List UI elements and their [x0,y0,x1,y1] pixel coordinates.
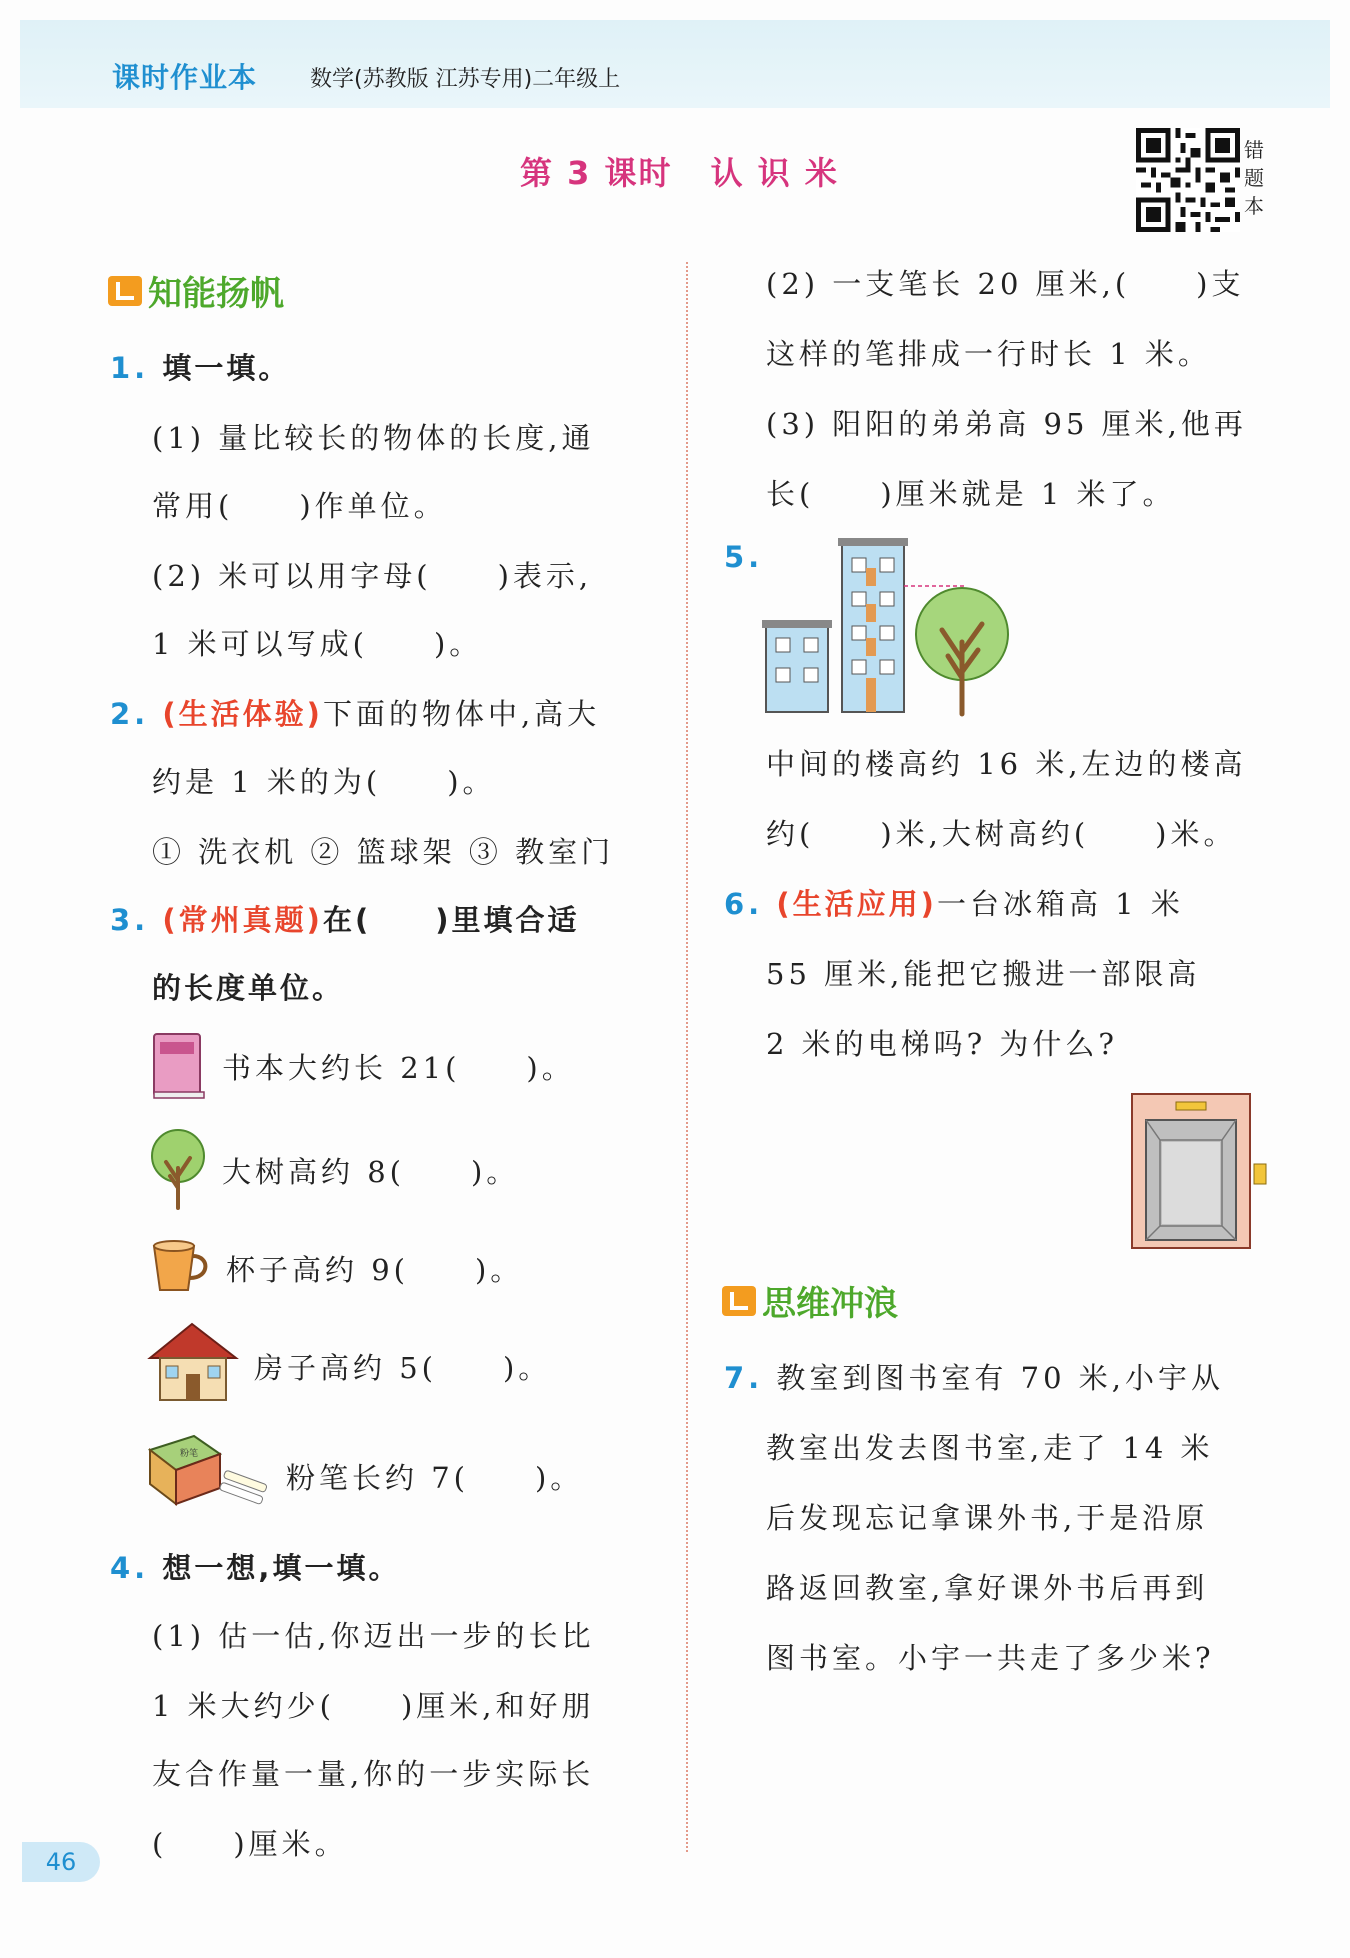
q4-p2-line1: (2) 一支笔长 20 厘米,( )支 [766,267,1245,301]
q3-line1-text: 在( )里填合适 [322,903,580,937]
q7-line3: 后发现忘记拿课外书,于是沿原 [766,1501,1209,1535]
q1-p1-line1: (1) 量比较长的物体的长度,通 [152,421,595,455]
q2-line1-text: 下面的物体中,高大 [322,697,601,731]
section-zhineng-label: 知能扬帆 [148,274,284,314]
q6-line3: 2 米的电梯吗? 为什么? [766,1027,1118,1061]
q4-title: 想一想,填一填。 [162,1551,401,1585]
q5-heading [724,540,763,574]
q1-p2-line1: (2) 米可以用字母( )表示, [152,559,593,593]
q3-item-4: 房子高约 5( )。 [254,1351,552,1385]
q3-item-2: 大树高约 8( )。 [222,1155,520,1189]
q5-number: 5. [724,540,764,574]
buildings-icon [760,538,1010,718]
book-title: 课时作业本 [112,61,258,94]
section-badge-icon [108,276,142,306]
q4-p3-line1: (3) 阳阳的弟弟高 95 厘米,他再 [766,407,1247,441]
q2-line2: 约是 1 米的为( )。 [152,765,496,799]
q4-p2-line2: 这样的笔排成一行时长 1 米。 [766,337,1211,371]
q5-line1: 中间的楼高约 16 米,左边的楼高 [766,747,1247,781]
q7-line5: 图书室。小宇一共走了多少米? [766,1641,1215,1675]
q5-line2: 约( )米,大树高约( )米。 [766,817,1237,851]
page-number: 46 [22,1842,100,1882]
column-divider [686,262,688,1852]
q4-p3-line2: 长( )厘米就是 1 米了。 [766,477,1176,511]
q2-number: 2. [110,697,150,731]
q3-item-3: 杯子高约 9( )。 [226,1253,524,1287]
q6-line2: 55 厘米,能把它搬进一部限高 [766,957,1201,991]
elevator-icon [1130,1092,1268,1252]
q3-item-5: 粉笔长约 7( )。 [286,1461,584,1495]
q1-p1-line2: 常用( )作单位。 [152,489,447,523]
lesson-title [520,148,877,194]
q7-line4: 路返回教室,拿好课外书后再到 [766,1571,1209,1605]
q1-number: 1. [110,351,150,385]
house-icon [146,1318,242,1404]
q4-heading [110,1546,400,1587]
qr-label: 错题本 [1244,138,1264,218]
q7-line1-text: 教室到图书室有 70 米,小宇从 [776,1361,1224,1395]
q4-number: 4. [110,1551,150,1585]
tree-icon [148,1128,208,1212]
q2-tag: (生活体验) [162,697,323,731]
q6-line1 [724,882,1184,923]
q6-line1-text: 一台冰箱高 1 米 [936,887,1184,921]
section-zhineng [108,266,284,315]
q1-title: 填一填。 [162,351,291,385]
lesson-number: 第 3 课时 [520,154,673,192]
book-subtitle: 数学(苏教版 江苏专用)二年级上 [310,67,621,92]
qr-code-icon[interactable] [1136,128,1240,232]
q3-item-1: 书本大约长 21( )。 [222,1051,575,1085]
section-badge-icon [722,1286,756,1316]
q4-p1-line2: 1 米大约少( )厘米,和好朋 [152,1689,595,1723]
book-icon [150,1030,206,1102]
q7-line1 [724,1356,1224,1397]
q4-p1-line1: (1) 估一估,你迈出一步的长比 [152,1619,595,1653]
q4-p1-line3: 友合作量一量,你的一步实际长 [152,1757,595,1791]
q4-p1-line4: ( )厘米。 [152,1827,348,1861]
q1-heading [110,346,290,387]
q3-line1 [110,898,579,939]
q7-number: 7. [724,1361,764,1395]
chalk-icon [146,1426,274,1510]
q6-number: 6. [724,887,764,921]
q2-line1 [110,692,600,733]
section-siwei [722,1276,898,1325]
chalk-box-label: 粉笔 [180,1449,199,1459]
q6-tag: (生活应用) [776,887,937,921]
cup-icon [148,1238,214,1296]
q7-line2: 教室出发去图书室,走了 14 米 [766,1431,1214,1465]
q1-p2-line2: 1 米可以写成( )。 [152,627,483,661]
q2-options: ① 洗衣机 ② 篮球架 ③ 教室门 [152,835,615,869]
section-siwei-label: 思维冲浪 [762,1284,898,1324]
q3-tag: (常州真题) [162,903,323,937]
lesson-topic: 认 识 米 [710,154,839,192]
q3-line2: 的长度单位。 [152,971,345,1005]
q3-number: 3. [110,903,150,937]
